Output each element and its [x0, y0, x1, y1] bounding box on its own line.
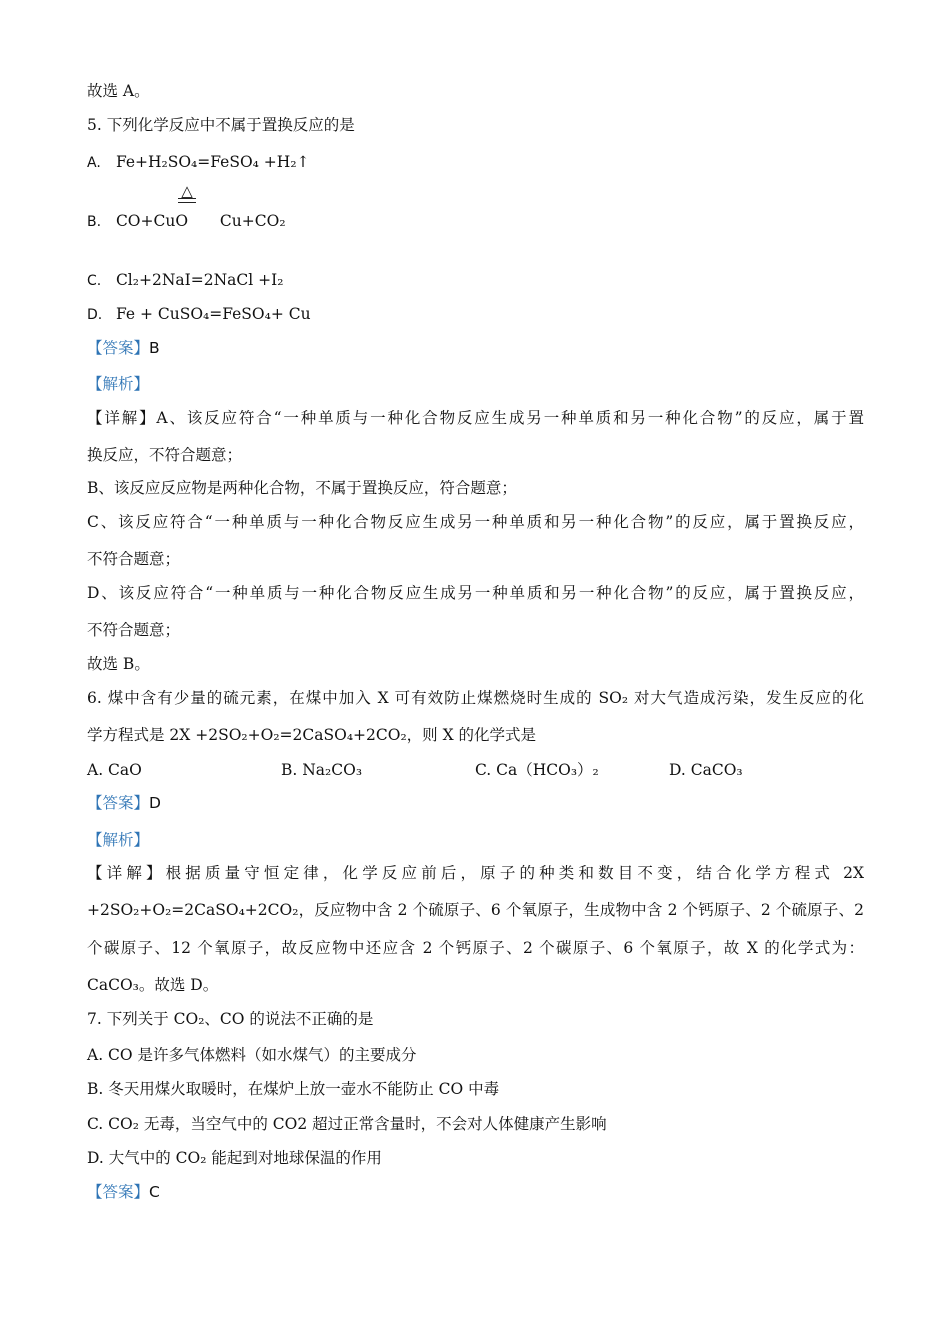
q5-answer [87, 338, 160, 358]
option-letter: B. [87, 214, 102, 230]
q5-analysis-tag [87, 374, 149, 394]
option-text-left: CO+CuO [115, 212, 189, 230]
q5-explanation-line: 换反应，不符合题意； [87, 446, 243, 464]
q6-option-b: B. Na₂CO₃ [281, 761, 363, 779]
q6-explanation-line: 【详解】根据质量守恒定律，化学反应前后，原子的种类和数目不变，结合化学方程式 2X [87, 864, 864, 882]
q6-answer [87, 793, 161, 813]
answer-tag: 【答案】 [87, 794, 150, 812]
q5-option-c [87, 270, 283, 291]
answer-value: D [149, 794, 161, 812]
q6-explanation-line: 个碳原子、12 个氧原子，故反应物中还应含 2 个钙原子、2 个碳原子、6 个氧原子，故 X 的化学式为： [87, 939, 864, 957]
answer-tag: 【答案】 [87, 1183, 150, 1201]
option-text: Fe + CuSO₄=FeSO₄+ Cu [115, 305, 311, 323]
q7-answer [87, 1182, 160, 1202]
question-5-stem: 5. 下列化学反应中不属于置换反应的是 [87, 116, 355, 134]
heat-triangle-icon: △ [181, 182, 193, 200]
prev-conclusion: 故选 A。 [87, 82, 150, 100]
q5-option-a [87, 152, 310, 173]
option-letter: C. [87, 273, 102, 289]
q6-explanation-line: +2SO₂+O₂=2CaSO₄+2CO₂，反应物中含 2 个硫原子、6 个氧原子，生成物中含 2 个钙原子、2 个硫原子、2 [87, 901, 864, 919]
q5-option-d [87, 304, 311, 325]
q5-explanation-line: B、该反应反应物是两种化合物，不属于置换反应，符合题意； [87, 479, 517, 497]
q5-option-b [87, 211, 286, 232]
analysis-tag: 【解析】 [87, 375, 150, 393]
heating-condition [178, 184, 196, 203]
answer-tag: 【答案】 [87, 339, 150, 357]
q7-option-a: A. CO 是许多气体燃料（如水煤气）的主要成分 [87, 1046, 417, 1064]
option-text: Fe+H₂SO₄=FeSO₄ +H₂↑ [115, 153, 310, 171]
option-text-right: Cu+CO₂ [219, 212, 286, 230]
q7-option-c: C. CO₂ 无毒，当空气中的 CO2 超过正常含量时，不会对人体健康产生影响 [87, 1115, 607, 1133]
q5-conclusion: 故选 B。 [87, 655, 150, 673]
answer-value: C [149, 1183, 160, 1201]
q6-option-c: C. Ca（HCO₃）₂ [475, 761, 599, 779]
analysis-tag: 【解析】 [87, 831, 150, 849]
q5-explanation-line: 【详解】A、该反应符合“一种单质与一种化合物反应生成另一种单质和另一种化合物”的反应，属于置 [87, 409, 864, 427]
question-6-stem: 6. 煤中含有少量的硫元素，在煤中加入 X 可有效防止煤燃烧时生成的 SO₂ 对大气造成污染，发生反应的化 [87, 689, 864, 707]
question-7-stem: 7. 下列关于 CO₂、CO 的说法不正确的是 [87, 1010, 374, 1028]
question-6-stem-cont: 学方程式是 2X +2SO₂+O₂=2CaSO₄+2CO₂，则 X 的化学式是 [87, 726, 537, 744]
q7-option-b: B. 冬天用煤火取暖时，在煤炉上放一壶水不能防止 CO 中毒 [87, 1080, 500, 1098]
q5-explanation-line: D、该反应符合“一种单质与一种化合物反应生成另一种单质和另一种化合物”的反应，属于置换反应， [87, 584, 864, 602]
q5-explanation-line: C、该反应符合“一种单质与一种化合物反应生成另一种单质和另一种化合物”的反应，属于置换反应， [87, 513, 864, 531]
option-text: Cl₂+2NaI=2NaCl +I₂ [115, 271, 284, 289]
q7-option-d: D. 大气中的 CO₂ 能起到对地球保温的作用 [87, 1149, 382, 1167]
q5-explanation-line: 不符合题意； [87, 550, 181, 568]
option-letter: D. [87, 307, 103, 323]
answer-value: B [149, 339, 160, 357]
q6-option-a: A. CaO [87, 761, 142, 779]
q6-explanation-line: CaCO₃。故选 D。 [87, 976, 219, 994]
q5-explanation-line: 不符合题意； [87, 621, 181, 639]
option-letter: A. [87, 155, 101, 171]
q6-analysis-tag [87, 830, 149, 850]
q6-option-d: D. CaCO₃ [669, 761, 743, 779]
